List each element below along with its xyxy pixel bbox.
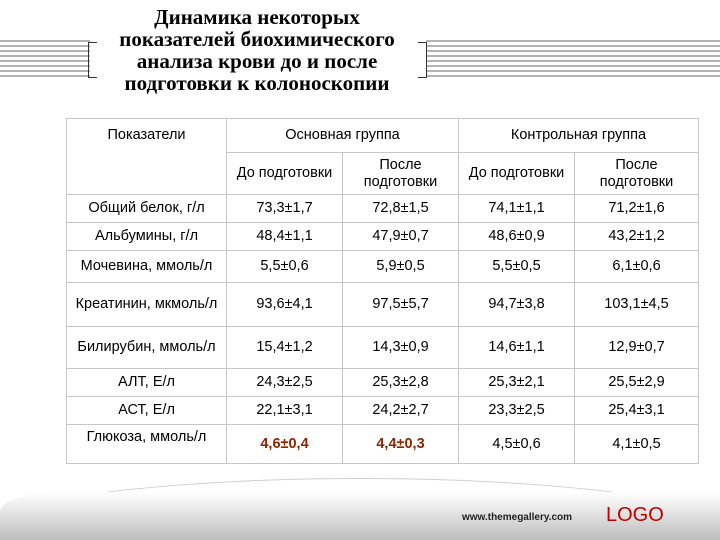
subheader-control-after: После подготовки <box>575 153 699 195</box>
row-label: Общий белок, г/л <box>67 195 227 223</box>
table-row <box>67 397 699 425</box>
logo: LOGO <box>606 504 664 526</box>
cell-value: 47,9±0,7 <box>343 223 459 251</box>
table-row <box>67 327 699 369</box>
cell-value: 48,4±1,1 <box>227 223 343 251</box>
cell-value: 5,9±0,5 <box>343 251 459 283</box>
table-row <box>67 369 699 397</box>
header-control-group: Контрольная группа <box>459 119 699 153</box>
cell-value: 73,3±1,7 <box>227 195 343 223</box>
cell-value: 14,6±1,1 <box>459 327 575 369</box>
row-label: Альбумины, г/л <box>67 223 227 251</box>
cell-value: 4,5±0,6 <box>459 425 575 464</box>
cell-value: 43,2±1,2 <box>575 223 699 251</box>
header-indicator: Показатели <box>67 119 227 195</box>
table-row <box>67 251 699 283</box>
row-label: Креатинин, мкмоль/л <box>67 283 227 327</box>
cell-value: 94,7±3,8 <box>459 283 575 327</box>
table-row <box>67 425 699 464</box>
cell-value: 25,4±3,1 <box>575 397 699 425</box>
cell-value: 14,3±0,9 <box>343 327 459 369</box>
stripes-left <box>0 40 90 78</box>
cell-value: 25,3±2,1 <box>459 369 575 397</box>
cell-value: 103,1±4,5 <box>575 283 699 327</box>
cell-value: 5,5±0,5 <box>459 251 575 283</box>
cell-value: 22,1±3,1 <box>227 397 343 425</box>
table-row <box>67 223 699 251</box>
cell-value: 15,4±1,2 <box>227 327 343 369</box>
footer-url: www.themegallery.com <box>462 512 573 523</box>
table-row <box>67 195 699 223</box>
cell-value: 71,2±1,6 <box>575 195 699 223</box>
cell-value-highlight: 4,4±0,3 <box>343 425 459 464</box>
stripes-right <box>426 40 720 78</box>
row-label: АСТ, Е/л <box>67 397 227 425</box>
cell-value: 12,9±0,7 <box>575 327 699 369</box>
cell-value: 48,6±0,9 <box>459 223 575 251</box>
subheader-control-before: До подготовки <box>459 153 575 195</box>
cell-value: 6,1±0,6 <box>575 251 699 283</box>
row-label: АЛТ, Е/л <box>67 369 227 397</box>
row-label: Билирубин, ммоль/л <box>67 327 227 369</box>
subheader-main-after: После подготовки <box>343 153 459 195</box>
cell-value: 93,6±4,1 <box>227 283 343 327</box>
cell-value-highlight: 4,6±0,4 <box>227 425 343 464</box>
table-header-row <box>67 119 699 153</box>
header-main-group: Основная группа <box>227 119 459 153</box>
cell-value: 24,2±2,7 <box>343 397 459 425</box>
row-label: Мочевина, ммоль/л <box>67 251 227 283</box>
row-label: Глюкоза, ммоль/л <box>67 425 227 464</box>
cell-value: 72,8±1,5 <box>343 195 459 223</box>
table-row <box>67 283 699 327</box>
cell-value: 23,3±2,5 <box>459 397 575 425</box>
cell-value: 24,3±2,5 <box>227 369 343 397</box>
subheader-main-before: До подготовки <box>227 153 343 195</box>
cell-value: 74,1±1,1 <box>459 195 575 223</box>
cell-value: 4,1±0,5 <box>575 425 699 464</box>
data-table <box>66 118 699 464</box>
slide-title: Динамика некоторых показателей биохимического анализа крови до и после подготовки к колоноскопии <box>119 5 395 95</box>
cell-value: 25,3±2,8 <box>343 369 459 397</box>
cell-value: 5,5±0,6 <box>227 251 343 283</box>
cell-value: 25,5±2,9 <box>575 369 699 397</box>
cell-value: 97,5±5,7 <box>343 283 459 327</box>
